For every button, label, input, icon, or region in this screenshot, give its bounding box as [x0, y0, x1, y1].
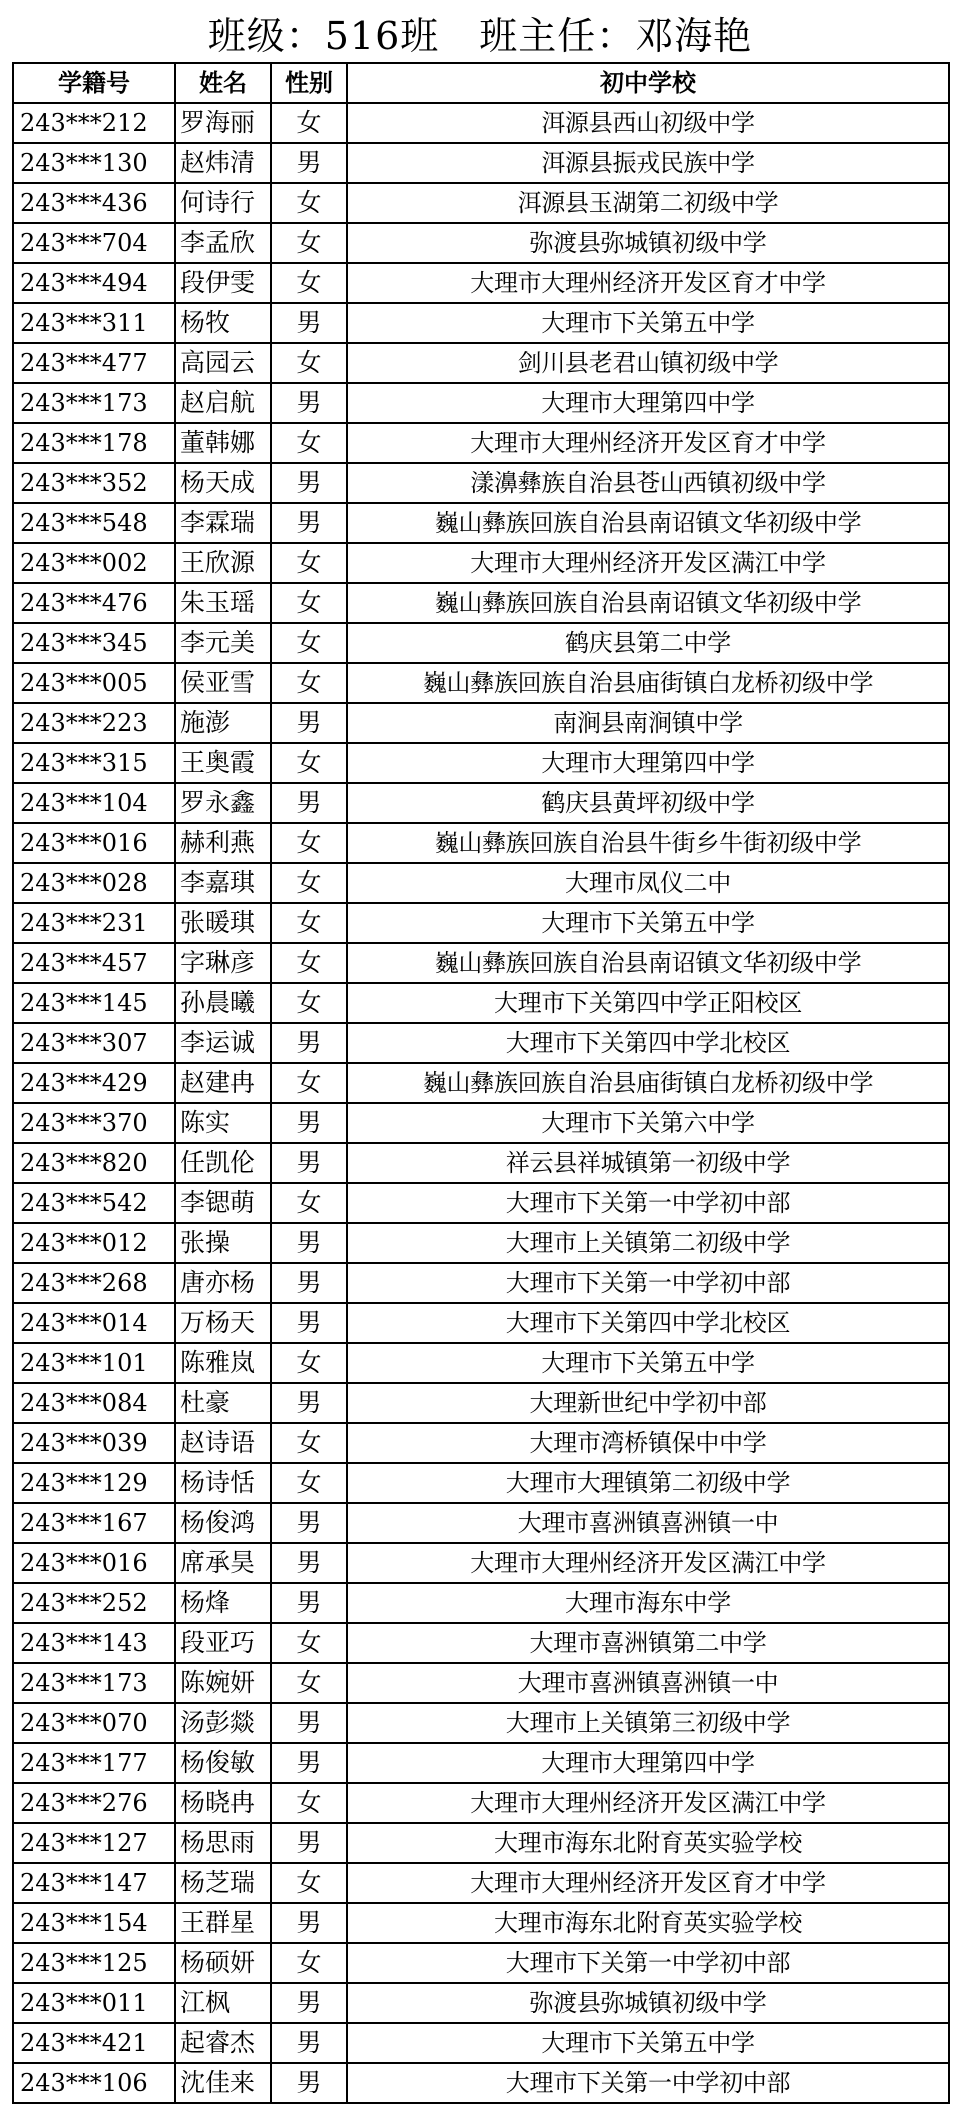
- cell-gender: 男: [271, 463, 347, 503]
- cell-school: 巍山彝族回族自治县南诏镇文华初级中学: [347, 943, 949, 983]
- cell-student-id: 243***173: [13, 1663, 175, 1703]
- cell-name: 陈实: [175, 1103, 271, 1143]
- table-body: [13, 103, 949, 2103]
- table-row: [13, 1143, 949, 1183]
- table-row: [13, 623, 949, 663]
- table-row: [13, 1983, 949, 2023]
- table-row: [13, 2023, 949, 2063]
- cell-gender: 男: [271, 1703, 347, 1743]
- cell-name: 杨烽: [175, 1583, 271, 1623]
- cell-gender: 男: [271, 1023, 347, 1063]
- cell-gender: 女: [271, 343, 347, 383]
- cell-school: 大理市下关第四中学北校区: [347, 1303, 949, 1343]
- table-row: [13, 1343, 949, 1383]
- cell-name: 孙晨曦: [175, 983, 271, 1023]
- cell-student-id: 243***315: [13, 743, 175, 783]
- table-row: [13, 1263, 949, 1303]
- cell-name: 朱玉瑶: [175, 583, 271, 623]
- cell-gender: 女: [271, 1423, 347, 1463]
- cell-gender: 女: [271, 823, 347, 863]
- cell-school: 鹤庆县第二中学: [347, 623, 949, 663]
- table-row: [13, 1703, 949, 1743]
- cell-gender: 男: [271, 1583, 347, 1623]
- cell-student-id: 243***178: [13, 423, 175, 463]
- cell-school: 大理市大理州经济开发区育才中学: [347, 423, 949, 463]
- table-row: [13, 1423, 949, 1463]
- cell-name: 王欣源: [175, 543, 271, 583]
- cell-student-id: 243***704: [13, 223, 175, 263]
- table-row: [13, 423, 949, 463]
- table-row: [13, 743, 949, 783]
- cell-school: 洱源县玉湖第二初级中学: [347, 183, 949, 223]
- table-row: [13, 1103, 949, 1143]
- cell-gender: 女: [271, 223, 347, 263]
- cell-name: 杨硕妍: [175, 1943, 271, 1983]
- cell-school: 大理市下关第一中学初中部: [347, 1183, 949, 1223]
- cell-gender: 男: [271, 1743, 347, 1783]
- col-header-gender: 性别: [271, 63, 347, 103]
- col-header-name: 姓名: [175, 63, 271, 103]
- col-header-school: 初中学校: [347, 63, 949, 103]
- cell-school: 剑川县老君山镇初级中学: [347, 343, 949, 383]
- cell-name: 张暖琪: [175, 903, 271, 943]
- teacher-label: 班主任：邓海艳: [479, 14, 753, 58]
- table-row: [13, 343, 949, 383]
- cell-gender: 男: [271, 1503, 347, 1543]
- student-table: [12, 62, 950, 2104]
- cell-gender: 男: [271, 1303, 347, 1343]
- cell-name: 赵炜清: [175, 143, 271, 183]
- cell-school: 大理市湾桥镇保中中学: [347, 1423, 949, 1463]
- cell-name: 沈佳来: [175, 2063, 271, 2103]
- cell-school: 巍山彝族回族自治县南诏镇文华初级中学: [347, 583, 949, 623]
- cell-school: 大理市大理第四中学: [347, 1743, 949, 1783]
- cell-student-id: 243***084: [13, 1383, 175, 1423]
- cell-student-id: 243***370: [13, 1103, 175, 1143]
- cell-name: 李运诚: [175, 1023, 271, 1063]
- cell-name: 陈婉妍: [175, 1663, 271, 1703]
- cell-student-id: 243***106: [13, 2063, 175, 2103]
- cell-school: 大理市大理第四中学: [347, 383, 949, 423]
- cell-name: 罗永鑫: [175, 783, 271, 823]
- cell-student-id: 243***005: [13, 663, 175, 703]
- cell-gender: 男: [271, 703, 347, 743]
- cell-gender: 女: [271, 903, 347, 943]
- table-row: [13, 543, 949, 583]
- cell-name: 杨思雨: [175, 1823, 271, 1863]
- cell-school: 巍山彝族回族自治县南诏镇文华初级中学: [347, 503, 949, 543]
- cell-name: 王奥霞: [175, 743, 271, 783]
- cell-school: 南涧县南涧镇中学: [347, 703, 949, 743]
- cell-name: 李元美: [175, 623, 271, 663]
- cell-school: 大理市下关第一中学初中部: [347, 1943, 949, 1983]
- table-row: [13, 1583, 949, 1623]
- cell-gender: 女: [271, 543, 347, 583]
- table-row: [13, 1463, 949, 1503]
- cell-student-id: 243***231: [13, 903, 175, 943]
- table-row: [13, 943, 949, 983]
- cell-student-id: 243***129: [13, 1463, 175, 1503]
- table-row: [13, 2063, 949, 2103]
- cell-school: 大理市下关第五中学: [347, 2023, 949, 2063]
- cell-gender: 女: [271, 743, 347, 783]
- cell-student-id: 243***130: [13, 143, 175, 183]
- table-row: [13, 383, 949, 423]
- cell-gender: 女: [271, 663, 347, 703]
- cell-school: 祥云县祥城镇第一初级中学: [347, 1143, 949, 1183]
- cell-school: 大理市喜洲镇第二中学: [347, 1623, 949, 1663]
- cell-school: 大理市大理镇第二初级中学: [347, 1463, 949, 1503]
- table-row: [13, 1943, 949, 1983]
- cell-school: 大理市下关第四中学北校区: [347, 1023, 949, 1063]
- cell-name: 任凯伦: [175, 1143, 271, 1183]
- cell-student-id: 243***212: [13, 103, 175, 143]
- cell-school: 大理市下关第四中学正阳校区: [347, 983, 949, 1023]
- cell-student-id: 243***173: [13, 383, 175, 423]
- cell-name: 起睿杰: [175, 2023, 271, 2063]
- cell-name: 施澎: [175, 703, 271, 743]
- cell-gender: 男: [271, 143, 347, 183]
- table-row: [13, 1303, 949, 1343]
- cell-student-id: 243***268: [13, 1263, 175, 1303]
- table-row: [13, 463, 949, 503]
- cell-name: 杨诗恬: [175, 1463, 271, 1503]
- cell-gender: 男: [271, 1823, 347, 1863]
- cell-gender: 女: [271, 1623, 347, 1663]
- cell-school: 大理市大理州经济开发区满江中学: [347, 543, 949, 583]
- cell-gender: 女: [271, 1063, 347, 1103]
- cell-name: 罗海丽: [175, 103, 271, 143]
- cell-name: 杨晓冉: [175, 1783, 271, 1823]
- table-row: [13, 103, 949, 143]
- cell-gender: 男: [271, 503, 347, 543]
- cell-school: 鹤庆县黄坪初级中学: [347, 783, 949, 823]
- cell-name: 何诗行: [175, 183, 271, 223]
- cell-school: 大理市大理州经济开发区满江中学: [347, 1543, 949, 1583]
- cell-student-id: 243***002: [13, 543, 175, 583]
- cell-name: 杨俊鸿: [175, 1503, 271, 1543]
- cell-name: 李锶萌: [175, 1183, 271, 1223]
- cell-name: 高园云: [175, 343, 271, 383]
- cell-student-id: 243***276: [13, 1783, 175, 1823]
- cell-student-id: 243***177: [13, 1743, 175, 1783]
- table-row: [13, 863, 949, 903]
- cell-gender: 男: [271, 2063, 347, 2103]
- class-roster: [12, 10, 948, 2104]
- cell-school: 大理市大理州经济开发区育才中学: [347, 263, 949, 303]
- table-row: [13, 1063, 949, 1103]
- table-row: [13, 1623, 949, 1663]
- cell-name: 段亚巧: [175, 1623, 271, 1663]
- cell-name: 席承昊: [175, 1543, 271, 1583]
- cell-student-id: 243***016: [13, 823, 175, 863]
- table-row: [13, 183, 949, 223]
- cell-student-id: 243***345: [13, 623, 175, 663]
- cell-gender: 男: [271, 1223, 347, 1263]
- cell-name: 万杨天: [175, 1303, 271, 1343]
- cell-name: 赵启航: [175, 383, 271, 423]
- header-row: [13, 63, 949, 103]
- table-row: [13, 263, 949, 303]
- cell-gender: 男: [271, 303, 347, 343]
- cell-name: 江枫: [175, 1983, 271, 2023]
- table-row: [13, 1503, 949, 1543]
- cell-student-id: 243***494: [13, 263, 175, 303]
- cell-student-id: 243***012: [13, 1223, 175, 1263]
- cell-school: 大理市海东中学: [347, 1583, 949, 1623]
- table-row: [13, 1783, 949, 1823]
- cell-student-id: 243***011: [13, 1983, 175, 2023]
- cell-gender: 男: [271, 1263, 347, 1303]
- cell-name: 汤彭燚: [175, 1703, 271, 1743]
- table-row: [13, 703, 949, 743]
- cell-name: 王群星: [175, 1903, 271, 1943]
- cell-school: 大理市大理州经济开发区育才中学: [347, 1863, 949, 1903]
- cell-school: 弥渡县弥城镇初级中学: [347, 1983, 949, 2023]
- cell-school: 大理市下关第一中学初中部: [347, 1263, 949, 1303]
- cell-gender: 女: [271, 1863, 347, 1903]
- cell-student-id: 243***436: [13, 183, 175, 223]
- cell-gender: 男: [271, 1143, 347, 1183]
- table-row: [13, 223, 949, 263]
- table-row: [13, 823, 949, 863]
- table-row: [13, 1023, 949, 1063]
- table-row: [13, 583, 949, 623]
- cell-student-id: 243***016: [13, 1543, 175, 1583]
- table-row: [13, 1863, 949, 1903]
- cell-gender: 女: [271, 863, 347, 903]
- cell-gender: 女: [271, 1943, 347, 1983]
- cell-name: 杨芝瑞: [175, 1863, 271, 1903]
- cell-gender: 女: [271, 263, 347, 303]
- cell-name: 段伊雯: [175, 263, 271, 303]
- cell-name: 赫利燕: [175, 823, 271, 863]
- cell-gender: 男: [271, 383, 347, 423]
- page-title: [12, 10, 948, 62]
- table-row: [13, 1743, 949, 1783]
- cell-gender: 女: [271, 1783, 347, 1823]
- table-row: [13, 303, 949, 343]
- cell-student-id: 243***104: [13, 783, 175, 823]
- cell-gender: 男: [271, 1103, 347, 1143]
- cell-name: 张操: [175, 1223, 271, 1263]
- cell-name: 侯亚雪: [175, 663, 271, 703]
- cell-student-id: 243***476: [13, 583, 175, 623]
- cell-school: 大理市海东北附育英实验学校: [347, 1823, 949, 1863]
- cell-student-id: 243***223: [13, 703, 175, 743]
- cell-student-id: 243***820: [13, 1143, 175, 1183]
- table-row: [13, 1223, 949, 1263]
- cell-name: 董韩娜: [175, 423, 271, 463]
- cell-name: 唐亦杨: [175, 1263, 271, 1303]
- cell-school: 大理新世纪中学初中部: [347, 1383, 949, 1423]
- cell-school: 弥渡县弥城镇初级中学: [347, 223, 949, 263]
- cell-student-id: 243***014: [13, 1303, 175, 1343]
- cell-name: 杨天成: [175, 463, 271, 503]
- cell-name: 杨俊敏: [175, 1743, 271, 1783]
- cell-school: 大理市大理第四中学: [347, 743, 949, 783]
- cell-school: 大理市下关第六中学: [347, 1103, 949, 1143]
- cell-name: 赵建冉: [175, 1063, 271, 1103]
- table-row: [13, 143, 949, 183]
- cell-student-id: 243***028: [13, 863, 175, 903]
- table-row: [13, 983, 949, 1023]
- cell-name: 杜豪: [175, 1383, 271, 1423]
- cell-student-id: 243***311: [13, 303, 175, 343]
- cell-student-id: 243***307: [13, 1023, 175, 1063]
- cell-student-id: 243***548: [13, 503, 175, 543]
- cell-gender: 女: [271, 183, 347, 223]
- cell-school: 洱源县振戎民族中学: [347, 143, 949, 183]
- cell-school: 大理市下关第五中学: [347, 1343, 949, 1383]
- cell-name: 赵诗语: [175, 1423, 271, 1463]
- cell-school: 大理市大理州经济开发区满江中学: [347, 1783, 949, 1823]
- cell-school: 漾濞彝族自治县苍山西镇初级中学: [347, 463, 949, 503]
- cell-school: 巍山彝族回族自治县牛街乡牛街初级中学: [347, 823, 949, 863]
- cell-gender: 男: [271, 1903, 347, 1943]
- table-row: [13, 1663, 949, 1703]
- cell-name: 字琳彦: [175, 943, 271, 983]
- cell-school: 大理市凤仪二中: [347, 863, 949, 903]
- cell-student-id: 243***101: [13, 1343, 175, 1383]
- cell-student-id: 243***039: [13, 1423, 175, 1463]
- cell-school: 巍山彝族回族自治县庙街镇白龙桥初级中学: [347, 663, 949, 703]
- cell-school: 洱源县西山初级中学: [347, 103, 949, 143]
- table-row: [13, 1183, 949, 1223]
- cell-school: 大理市下关第五中学: [347, 903, 949, 943]
- cell-student-id: 243***127: [13, 1823, 175, 1863]
- table-row: [13, 903, 949, 943]
- table-row: [13, 663, 949, 703]
- table-row: [13, 1823, 949, 1863]
- cell-gender: 女: [271, 943, 347, 983]
- table-row: [13, 783, 949, 823]
- cell-student-id: 243***421: [13, 2023, 175, 2063]
- cell-student-id: 243***352: [13, 463, 175, 503]
- cell-name: 李霖瑞: [175, 503, 271, 543]
- cell-student-id: 243***070: [13, 1703, 175, 1743]
- cell-student-id: 243***477: [13, 343, 175, 383]
- table-row: [13, 1383, 949, 1423]
- cell-school: 巍山彝族回族自治县庙街镇白龙桥初级中学: [347, 1063, 949, 1103]
- cell-student-id: 243***167: [13, 1503, 175, 1543]
- class-label: 班级：516班: [207, 14, 440, 58]
- cell-student-id: 243***154: [13, 1903, 175, 1943]
- cell-school: 大理市上关镇第三初级中学: [347, 1703, 949, 1743]
- cell-gender: 男: [271, 783, 347, 823]
- cell-gender: 女: [271, 1343, 347, 1383]
- cell-student-id: 243***147: [13, 1863, 175, 1903]
- cell-gender: 女: [271, 583, 347, 623]
- table-row: [13, 1543, 949, 1583]
- cell-name: 李嘉琪: [175, 863, 271, 903]
- cell-school: 大理市上关镇第二初级中学: [347, 1223, 949, 1263]
- cell-gender: 女: [271, 623, 347, 663]
- cell-gender: 女: [271, 1463, 347, 1503]
- table-row: [13, 1903, 949, 1943]
- cell-gender: 男: [271, 1383, 347, 1423]
- cell-gender: 男: [271, 1543, 347, 1583]
- cell-gender: 男: [271, 1983, 347, 2023]
- table-row: [13, 503, 949, 543]
- cell-student-id: 243***145: [13, 983, 175, 1023]
- cell-student-id: 243***429: [13, 1063, 175, 1103]
- cell-gender: 女: [271, 423, 347, 463]
- cell-gender: 女: [271, 1183, 347, 1223]
- cell-school: 大理市海东北附育英实验学校: [347, 1903, 949, 1943]
- cell-school: 大理市喜洲镇喜洲镇一中: [347, 1663, 949, 1703]
- cell-gender: 女: [271, 103, 347, 143]
- cell-school: 大理市下关第一中学初中部: [347, 2063, 949, 2103]
- cell-name: 李孟欣: [175, 223, 271, 263]
- cell-name: 杨牧: [175, 303, 271, 343]
- cell-gender: 男: [271, 2023, 347, 2063]
- cell-student-id: 243***457: [13, 943, 175, 983]
- cell-student-id: 243***542: [13, 1183, 175, 1223]
- cell-gender: 女: [271, 1663, 347, 1703]
- cell-student-id: 243***143: [13, 1623, 175, 1663]
- cell-school: 大理市喜洲镇喜洲镇一中: [347, 1503, 949, 1543]
- cell-gender: 女: [271, 983, 347, 1023]
- cell-name: 陈雅岚: [175, 1343, 271, 1383]
- cell-student-id: 243***125: [13, 1943, 175, 1983]
- cell-student-id: 243***252: [13, 1583, 175, 1623]
- cell-school: 大理市下关第五中学: [347, 303, 949, 343]
- col-header-student-id: 学籍号: [13, 63, 175, 103]
